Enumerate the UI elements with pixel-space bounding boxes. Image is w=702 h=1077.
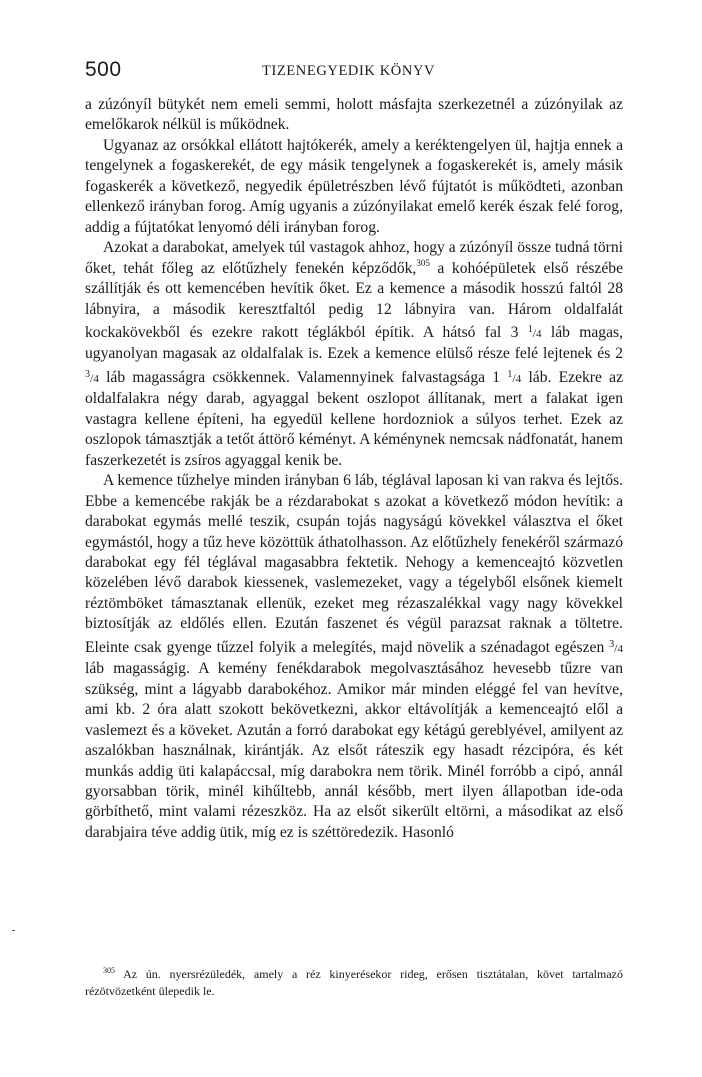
paragraph-3-text-b: a kohóépületek első részébe szállítják és ott kemencében hevítik őket. Ez a kemence a második hosszú faltól 28 lábnyira, a második keresztfaltól pedig 12 lábnyira van. Három oldalfalát kockakövekből és ezekre rakott téglákból építik. A hátsó fal 3 <box>85 259 623 341</box>
running-head: TIZENEGYEDIK KÖNYV <box>262 63 436 79</box>
fraction-three-quarters: $^3$/4 <box>85 368 99 385</box>
fraction-one-quarter: $^1$/4 <box>507 368 522 385</box>
fraction-numerator: 1 <box>527 323 533 335</box>
fraction-one-quarter: $^1$/4 <box>527 323 542 340</box>
paragraph-4-text-b: láb magasságig. A kemény fenékdarabok megolvasztásához hevesebb tűzre van szükség, mint a lágyabb darabokéhoz. Amikor már minden eléggé fel van hevítve, ami kb. 2 óra alatt szokott bekövetkezni, akkor eltávolítják a kemenceajtó elől a vaslemezt és a köveket. Azután a forró darabokat egy kétágú gereblyével, amilyent az aszalókban használnak, kirántják. Az elsőt ráteszik egy hasadt rézcipóra, és két munkás addig üti kalapáccsal, míg darabokra nem törik. Minél forróbb a cipó, annál gyorsabban törik, minél kihűltebb, annál később, mert ilyen állapotban ide-oda görbíthető, mint valami rézeszköz. Ha az elsőt sikerült eltörni, a másodikat az első darabjaira téve addig ütik, míg ez is széttöredezik. Hasonló <box>85 660 623 841</box>
footnote-text: Az ún. nyersrézüledék, amely a réz kinyerésekor rideg, erősen tisztátalan, követ tartalmazó rézötvözetként ülepedik le. <box>85 967 623 998</box>
paragraph-4-text-a: A kemence tűzhelye minden irányban 6 láb, téglával laposan ki van rakva és lejtős. Ebbe a kemencébe rakják be a rézdarabokat s azokat a következő módon hevítik: a darabokat egymás mellé teszik, csupán tojás nagyságú kövekkel választva el őket egymástól, hogy a tűz heve közöttük áthatolhasson. Az előtűzhely fenekéről származó darabokat egy fél téglával magasabbra fektetik. Nehogy a kemenceajtó közvetlen közelében lévő darabok kiessenek, vaslemezeket, vagy a tégelyből elsőnek kiemelt réztömböket támasztanak ellenük, ezeket meg rézaszalékkal vagy nagy kövekkel biztosítják az eldőlés ellen. Ezután faszenet és végül parazsat raknak a töltetre. Eleinte csak gyenge tűzzel folyik a melegítés, majd növelik a szénadagot egészen <box>85 472 623 656</box>
body-text <box>85 95 623 843</box>
fraction-numerator: 3 <box>609 638 615 650</box>
paragraph-2: Ugyanaz az orsókkal ellátott hajtókerék, amely a keréktengelyen ül, hajtja ennek a tengelynek a fogaskerekét, de egy másik tengelynek a fogaskerekét is, amely másik fogaskerék a következő, negyedik épületrészben lévő fújtatót is működteti, azonban ellenkező irányban forog. Amíg ugyanis a zúzónyilakat emelő kerék észak felé forog, addig a fújtatókat lenyomó déli irányban forog. <box>85 136 623 236</box>
paragraph-3 <box>85 238 623 471</box>
fraction-denominator: 4 <box>536 327 542 340</box>
paragraph-1: a zúzónyíl bütykét nem emeli semmi, holott másfajta szerkezetnél a zúzónyilak az emelőkarok nélkül is működnek. <box>85 96 623 134</box>
footnote-marker: 305 <box>103 966 115 975</box>
fraction-denominator: 4 <box>515 372 522 385</box>
footnote-ref-305[interactable]: 305 <box>416 257 430 268</box>
paragraph-3-text-c: láb magas, ugyanolyan magasak az oldalfalak is. Ezek a kemence elülső része felé lejtenek és 2 <box>85 323 623 363</box>
footnote-paragraph <box>85 966 623 1000</box>
paragraph-3-text-e: láb. Ezekre az oldalfalakra négy darab, agyaggal bekent oszlopot állítanak, mert a falakat igen vastagra kellene építeni, ha egyedül kellene hordozniok a súlyos terhet. Ezek az oszlopok támasztják a tetőt áttörő kéményt. A kéménynek nemcsak nádfonatát, hanem faszerkezetét is zsíros agyaggal kenik be. <box>85 368 624 469</box>
paragraph-3-text-a: Azokat a darabokat, amelyek túl vastagok ahhoz, hogy a zúzónyíl össze tudná törni őket, tehát főleg az előtűzhely fenekén képződők, <box>85 239 623 277</box>
fraction-denominator: 4 <box>617 642 623 655</box>
margin-mark <box>12 930 15 931</box>
paragraph-3-text-d: láb magasságra csökkennek. Valamennyinek falvastagsága 1 <box>98 368 508 386</box>
paragraph-4 <box>85 471 623 843</box>
page-number: 500 <box>85 58 122 81</box>
fraction-numerator: 3 <box>85 368 90 380</box>
footnote <box>85 966 623 1000</box>
fraction-numerator: 1 <box>507 368 513 380</box>
fraction-three-quarters: $^3$/4 <box>609 638 623 655</box>
fraction-denominator: 4 <box>93 372 99 385</box>
